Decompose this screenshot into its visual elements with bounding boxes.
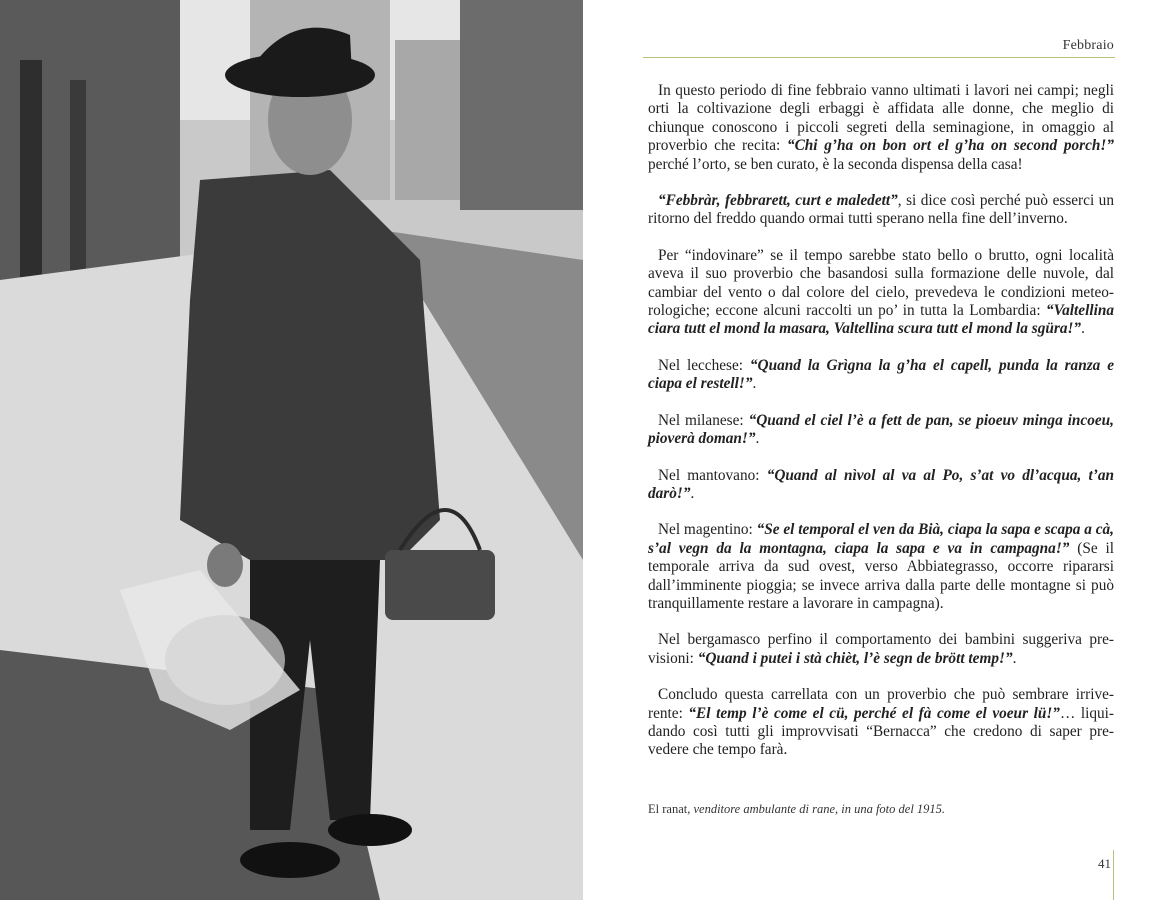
paragraph-text: Nel milanese:: [658, 411, 749, 429]
proverb-text: “El temp l’è come el cü, perché el fà come el voeur lü!”: [688, 704, 1060, 722]
paragraph-text: .: [1081, 320, 1085, 338]
paragraph: [648, 357, 1114, 394]
paragraph-text: .: [752, 375, 757, 393]
paragraph-text: Nel mantovano:: [658, 466, 767, 484]
paragraph: [648, 247, 1114, 339]
proverb-text: “Quand la Grìgna la g’ha el capell, punda la ranza e ciapa el restell!”: [648, 356, 1114, 393]
running-head: Febbraio: [1062, 38, 1114, 53]
paragraph: [648, 412, 1114, 449]
paragraph-text: Nel bergamasco perfino il comportamento dei bambini suggeriva pre-visioni:: [648, 631, 1114, 667]
paragraph-text: perché l’orto, se ben curato, è la seconda dispensa della casa!: [648, 155, 1023, 173]
paragraph: [648, 521, 1114, 613]
paragraph-text: Nel lecchese:: [658, 356, 750, 374]
photo-caption: [648, 802, 945, 817]
paragraph: [648, 686, 1114, 760]
paragraph-text: Per “indovinare” se il tempo sarebbe stato bello o brutto, ogni località aveva il suo proverbio che basandosi sulla formazione delle nuvole, dal cambiar del vento o dal colore del cielo, prevedeva le condizioni meteo-rologiche; eccone alcuni raccolti un po’ in tutta la Lombardia:: [648, 246, 1114, 320]
paragraph: [648, 631, 1114, 668]
proverb-text: “Quand i putei i stà chièt, l’è segn de brött temp!”: [697, 649, 1013, 667]
header-rule: [643, 57, 1115, 58]
paragraph-text: .: [755, 430, 760, 448]
paragraph-text: .: [690, 484, 695, 502]
paragraph-text: .: [1012, 649, 1017, 667]
page-number-rule: [1113, 850, 1114, 900]
paragraph-text: Concludo questa carrellata con un proverbio che può sembrare irrive-rente:: [648, 686, 1114, 722]
proverb-text: “Chi g’ha on bon ort el g’ha on second porch!”: [786, 137, 1114, 155]
proverb-text: “Quand al nìvol al va al Po, s’at vo dl’acqua, t’an darò!”: [648, 466, 1114, 502]
caption-prefix: El ranat,: [648, 802, 694, 816]
paragraph: [648, 82, 1114, 174]
paragraph-text: Nel magentino:: [658, 521, 757, 539]
paragraph-text: In questo periodo di fine febbraio vanno ultimati i lavori nei campi; negli orti la coltivazione degli erbaggi è affidata alle donne, che meglio di chiunque conoscono i piccoli segreti della seminagione, in omaggio al proverbio che recita:: [648, 82, 1114, 155]
body-text: [648, 82, 1114, 778]
paragraph-text: , si dice così perché può esserci un ritorno del freddo quando ormai tutti sperano nella fine dell’inverno.: [648, 192, 1114, 228]
proverb-text: “Quand el ciel l’è a fett de pan, se pioeuv minga incoeu, pioverà doman!”: [648, 411, 1114, 448]
proverb-text: “Valtellina ciara tutt el mond la masara, Valtellina scura tutt el mond la sgüra!”: [648, 302, 1114, 338]
caption-italic: venditore ambulante di rane, in una foto del 1915.: [693, 802, 946, 816]
page-number: 41: [1098, 856, 1111, 871]
paragraph: [648, 192, 1114, 229]
proverb-text: “Febbràr, febbrarett, curt e maledett”: [658, 192, 898, 210]
paragraph: [648, 467, 1114, 504]
paragraph-text: … liqui-dando così tutti gli improvvisati “Bernacca” che credono di saper pre-vedere che tempo farà.: [648, 704, 1114, 759]
paragraph-text: (Se il temporale arriva da sud ovest, verso Abbiategrasso, occorre ripararsi dall’imminente pioggia; se invece arriva dalla parte delle montagne si può tranquillamente restare a lavorare in campagna).: [648, 539, 1114, 612]
proverb-text: “Se el temporal el ven da Bià, ciapa la sapa e scapa a cà, s’al vegn da la montagna, ciapa la sapa e va in campagna!”: [648, 521, 1114, 557]
